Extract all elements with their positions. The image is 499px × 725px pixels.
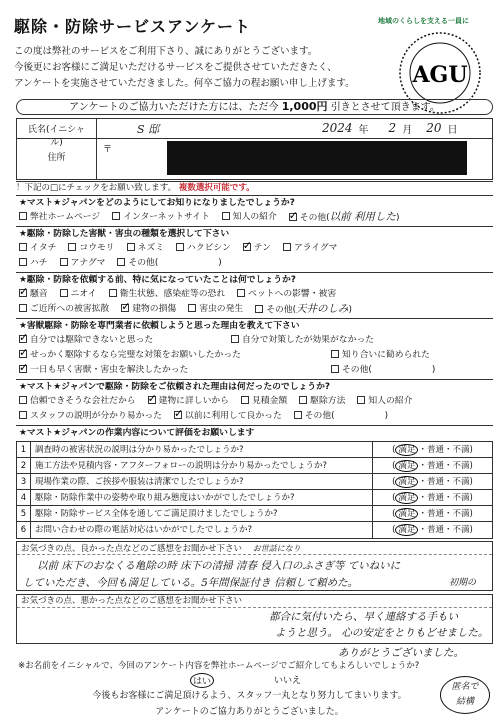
option-trustworthy[interactable]: 信頼できそうな会社だから	[19, 394, 136, 409]
evaluation-question: 現場作業の際、ご挨拶や服装は清潔でしたでしょうか?	[35, 477, 244, 487]
other-answer: 天井のしみ	[296, 303, 349, 315]
scale-dot: ・	[444, 445, 453, 455]
evaluation-scale[interactable]: ( 満足 ・普通・不満)	[372, 442, 492, 457]
option-row	[16, 394, 493, 409]
option-other[interactable]: その他( )	[117, 256, 221, 271]
option-other[interactable]: その他( )	[331, 363, 435, 378]
evaluation-question: 駆除・防除サービス全体を通してご満足頂けましたでしょうか?	[35, 509, 278, 519]
checkbox[interactable]	[60, 289, 68, 297]
question-heading: ★マスト★ジャパンをどのようにしてお知りになりましたでしょうか?	[16, 195, 493, 210]
option-used-before[interactable]: ✓ 以前に利用して良かった	[174, 409, 282, 424]
scale-dissatisfied[interactable]: 不満	[452, 445, 470, 455]
scale-satisfied[interactable]: 満足	[395, 444, 418, 456]
question-reason-company	[16, 379, 493, 424]
evaluation-number: 2	[17, 458, 31, 473]
option-itachi[interactable]: イタチ	[19, 241, 56, 256]
instructions-multi: 複数選択可能です。	[178, 183, 255, 193]
checkbox[interactable]	[112, 212, 120, 220]
checkbox[interactable]	[237, 289, 245, 297]
checkbox[interactable]	[331, 350, 339, 358]
option-method[interactable]: 駆除方法	[299, 394, 345, 409]
logo-caption: 地域のくらしを支える一員に	[378, 17, 469, 25]
option-nezumi[interactable]: ネズミ	[127, 241, 164, 256]
question-heading: ★マスト★ジャパンの作業内容について評価をお願いします	[16, 425, 493, 440]
evaluation-question: 調査時の被害状況の説明は分かり易かったでしょうか?	[35, 445, 244, 455]
scale-dot: ・	[444, 477, 453, 487]
evaluation-number: 5	[17, 506, 31, 521]
option-smell[interactable]: ニオイ	[60, 287, 97, 302]
question-source	[16, 195, 493, 225]
scale-dot: ・	[418, 445, 427, 455]
checkbox[interactable]	[109, 289, 117, 297]
scale-dot: ・	[444, 493, 453, 503]
option-hakubishin[interactable]: ハクビシン	[176, 241, 231, 256]
checkbox[interactable]	[283, 243, 291, 251]
handwritten-line: していただき、今回も満足している。5年間保証付き 信頼して頼めた。	[23, 577, 359, 589]
scale-satisfied[interactable]: 満足	[395, 524, 418, 536]
checkbox[interactable]	[231, 335, 239, 343]
option-araiguma[interactable]: アライグマ	[283, 241, 338, 256]
evaluation-number: 4	[17, 490, 31, 505]
option-cannot-self[interactable]: ✓自分では駆除できないと思った	[19, 333, 219, 348]
scale-normal[interactable]: 普通	[426, 477, 444, 487]
evaluation-scale[interactable]: ( 満足 ・普通・不満)	[372, 474, 492, 489]
footer-line2: アンケートのご協力ありがとうございました。	[155, 707, 344, 717]
scale-dot: ・	[418, 461, 427, 471]
evaluation-table	[16, 441, 493, 539]
scale-dissatisfied[interactable]: 不満	[452, 477, 470, 487]
intro-text	[14, 44, 374, 92]
evaluation-number: 1	[17, 442, 31, 457]
day-label: 日	[447, 125, 458, 136]
consent-yes[interactable]: はい	[190, 673, 214, 688]
checkbox[interactable]	[19, 243, 27, 251]
checkbox[interactable]	[117, 258, 125, 266]
checkbox[interactable]	[19, 304, 27, 312]
discount-amount: 1,000円	[281, 100, 328, 113]
option-row	[16, 302, 493, 317]
comment-good	[16, 541, 493, 591]
option-koumori[interactable]: コウモリ	[68, 241, 114, 256]
checkbox[interactable]	[241, 396, 249, 404]
option-self-failed[interactable]: 自分で対策したが効果がなかった	[231, 333, 374, 348]
option-neighbors[interactable]: ご近所への被害拡散	[19, 302, 109, 318]
handwritten-thanks: ありがとうございました。	[338, 647, 464, 659]
checkbox[interactable]	[68, 243, 76, 251]
option-row	[16, 256, 493, 271]
option-perfect[interactable]: ✓せっかく駆除するなら完璧な対策をお願いしたかった	[19, 348, 319, 363]
question-concern	[16, 272, 493, 317]
evaluation-scale[interactable]: ( 満足 ・普通・不満)	[372, 490, 492, 505]
customer-info-form	[16, 118, 493, 180]
scale-satisfied[interactable]: 満足	[395, 460, 418, 472]
date-year: 2024	[322, 121, 353, 135]
scale-dot: ・	[418, 525, 427, 535]
instructions-text: ！下記の□にチェックをお願い致します。	[16, 183, 177, 193]
checkbox[interactable]	[19, 411, 27, 419]
scale-normal[interactable]: 普通	[426, 445, 444, 455]
scale-dissatisfied[interactable]: 不満	[452, 509, 470, 519]
option-row	[16, 409, 493, 424]
name-field[interactable]: S 邸	[137, 123, 160, 136]
comment-bad	[16, 594, 493, 644]
scale-dot: ・	[418, 493, 427, 503]
checkbox-checked[interactable]	[19, 289, 27, 297]
evaluation-scale[interactable]: ( 満足 ・普通・不満)	[372, 506, 492, 521]
address-label: 住所	[17, 139, 97, 179]
checkbox[interactable]	[176, 243, 184, 251]
evaluation-row	[17, 522, 492, 538]
evaluation-question: 施工方法や見積内容・アフターフォローの説明は分かり易かったでしょうか?	[35, 461, 328, 471]
checkbox-checked[interactable]	[289, 213, 297, 221]
checkbox[interactable]	[127, 243, 135, 251]
discount-pre: アンケートのご協力いただけた方には、ただ今	[69, 102, 279, 113]
checkbox[interactable]	[188, 304, 196, 312]
option-asap[interactable]: ✓一日も早く害獣・害虫を解決したかった	[19, 363, 319, 378]
intro-line: アンケートを実施させていただきました。何卒ご協力の程お願い申し上げます。	[14, 78, 355, 89]
scale-dissatisfied[interactable]: 不満	[452, 525, 470, 535]
option-row	[16, 241, 493, 256]
scale-normal[interactable]: 普通	[426, 493, 444, 503]
intro-line: 今後更にお客様にご満足いただけるサービスをご提供させていただきたく、	[14, 62, 337, 73]
option-insects[interactable]: 害虫の発生	[188, 302, 243, 318]
checkbox[interactable]	[294, 411, 302, 419]
instructions	[16, 181, 493, 194]
checkbox-checked[interactable]	[19, 365, 27, 373]
scale-dot: ・	[418, 509, 427, 519]
footer-line1: 今後もお客様にご満足頂けるよう、スタッフ一丸となり努力してまいります。	[92, 691, 407, 701]
option-row	[16, 333, 493, 348]
checkbox[interactable]	[19, 258, 27, 266]
scale-dissatisfied[interactable]: 不満	[452, 461, 470, 471]
checkbox[interactable]	[357, 396, 365, 404]
comment-bad-heading: お気づきの点、悪かった点などのご感想をお聞かせ下さい	[17, 595, 492, 608]
consent-text: ※お名前をイニシャルで、今回のアンケート内容を弊社ホームページでご紹介してもよろしいでしょうか?	[18, 661, 420, 671]
checkbox-checked[interactable]	[243, 243, 251, 251]
page-title: 駆除・防除サービスアンケート	[14, 17, 252, 36]
handwritten-line: 都合に気付いたら、早く連絡する手もい	[269, 611, 458, 623]
handwritten-line: ようと思う。 心の安定をとりもどせました。	[275, 627, 489, 639]
evaluation-scale[interactable]: ( 満足 ・普通・不満)	[372, 458, 492, 473]
option-row	[16, 210, 493, 225]
checkbox[interactable]	[255, 305, 263, 313]
name-label: 氏名(イニシャル)	[17, 119, 97, 138]
other-answer: 以前 利用した	[329, 211, 396, 223]
question-pest-type	[16, 226, 493, 271]
postal-mark: 〒	[103, 145, 113, 155]
checkbox-checked[interactable]	[148, 396, 156, 404]
question-heading: ★害獣駆除・防除を専門業者に依頼しようと思った理由を教えて下さい	[16, 318, 493, 333]
question-heading: ★駆除・防除を依頼する前、特に気になっていたことは何でしょうか?	[16, 272, 493, 287]
option-other[interactable]: ✓ その他(以前 利用した)	[289, 210, 400, 226]
address-row	[17, 139, 492, 179]
option-referral[interactable]: 知人の紹介	[357, 394, 412, 409]
scale-normal[interactable]: 普通	[426, 525, 444, 535]
evaluation-row	[17, 458, 492, 474]
handwritten-side-note: 匿名で 結構	[440, 676, 490, 714]
option-recommended[interactable]: 知り合いに勧められた	[331, 348, 430, 363]
date-field[interactable]	[322, 119, 492, 138]
evaluation-question: 駆除・防除作業中の姿勢や取り組み態度はいかがでしたでしょうか?	[35, 493, 295, 503]
scale-satisfied[interactable]: 満足	[395, 492, 418, 504]
handwritten-note: 初期の	[449, 578, 477, 588]
option-row	[16, 363, 493, 378]
option-estimate[interactable]: 見積金額	[241, 394, 287, 409]
option-referral[interactable]: 知人の紹介	[222, 210, 277, 226]
checkbox[interactable]	[19, 396, 27, 404]
scale-dot: ・	[444, 509, 453, 519]
evaluation-heading-section	[16, 425, 493, 440]
checkbox[interactable]	[19, 212, 27, 220]
scale-dot: ・	[444, 525, 453, 535]
evaluation-row	[17, 506, 492, 522]
evaluation-row	[17, 442, 492, 458]
redacted-address	[167, 141, 467, 175]
option-row	[16, 348, 493, 363]
intro-line: この度は弊社のサービスをご利用下さり、誠にありがとうございます。	[14, 46, 318, 57]
checkbox-checked[interactable]	[174, 411, 182, 419]
checkbox[interactable]	[60, 258, 68, 266]
consent-no[interactable]: いいえ	[274, 676, 302, 686]
option-pet[interactable]: ペットへの影響・被害	[237, 287, 336, 302]
scale-dot: ・	[444, 461, 453, 471]
question-heading: ★駆除・防除した害獣・害虫の種類を選択して下さい	[16, 226, 493, 241]
year-label: 年	[358, 125, 369, 136]
scale-normal[interactable]: 普通	[426, 509, 444, 519]
evaluation-number: 6	[17, 522, 31, 538]
option-building-expert[interactable]: ✓ 建物に詳しいから	[148, 394, 229, 409]
checkbox-checked[interactable]	[19, 350, 27, 358]
discount-post: 引きとさせて頂きます。	[330, 102, 440, 113]
scale-satisfied[interactable]: 満足	[395, 476, 418, 488]
discount-banner	[16, 99, 493, 115]
option-row	[16, 287, 493, 302]
question-reason-professional	[16, 318, 493, 378]
option-building-damage[interactable]: ✓ 建物の損傷	[121, 302, 176, 318]
option-other[interactable]: その他( )	[294, 409, 388, 424]
checkbox[interactable]	[299, 396, 307, 404]
option-other[interactable]: その他(天井のしみ)	[255, 302, 352, 318]
address-field[interactable]	[97, 139, 492, 179]
evaluation-question: お問い合わせの際の電話対応はいかがでしたでしょうか?	[35, 525, 253, 535]
checkbox-checked[interactable]	[19, 335, 27, 343]
consent-options	[190, 673, 301, 688]
option-clear-explanation[interactable]: スタッフの説明が分かり易かった	[19, 409, 162, 424]
evaluation-scale[interactable]: ( 満足 ・普通・不満)	[372, 522, 492, 538]
option-hygiene[interactable]: 衛生状態、感染症等の恐れ	[109, 287, 226, 302]
option-hachi[interactable]: ハチ	[19, 256, 48, 271]
date-month: 2	[388, 121, 397, 135]
scale-normal[interactable]: 普通	[426, 461, 444, 471]
option-ten[interactable]: ✓ テン	[243, 241, 271, 256]
option-homepage[interactable]: 弊社ホームページ	[19, 210, 100, 226]
scale-satisfied[interactable]: 満足	[395, 508, 418, 520]
option-internet[interactable]: インターネットサイト	[112, 210, 210, 226]
handwritten-note: お世話になり	[252, 544, 301, 553]
option-anaguma[interactable]: アナグマ	[60, 256, 106, 271]
checkbox[interactable]	[222, 212, 230, 220]
evaluation-number: 3	[17, 474, 31, 489]
instructions-line	[16, 181, 493, 194]
checkbox-checked[interactable]	[121, 304, 129, 312]
handwritten-line: 以前 床下のおなくる亀除の時 床下の清掃 清春 侵入口のふさぎ等 ていねいに	[37, 560, 401, 572]
name-row	[17, 119, 492, 148]
scale-dot: ・	[418, 477, 427, 487]
comment-good-heading: お気づきの点、良かった点などのご感想をお聞かせ下さい お世話になり	[17, 542, 492, 555]
date-day: 20	[426, 121, 442, 135]
month-label: 月	[402, 125, 413, 136]
evaluation-row	[17, 474, 492, 490]
evaluation-row	[17, 490, 492, 506]
question-heading: ★マスト★ジャパンで駆除・防除をご依頼された理由は何だったのでしょうか?	[16, 379, 493, 394]
option-noise[interactable]: ✓騒音	[19, 287, 48, 302]
scale-dissatisfied[interactable]: 不満	[452, 493, 470, 503]
logo-mark: AGU	[412, 62, 468, 88]
checkbox[interactable]	[331, 365, 339, 373]
